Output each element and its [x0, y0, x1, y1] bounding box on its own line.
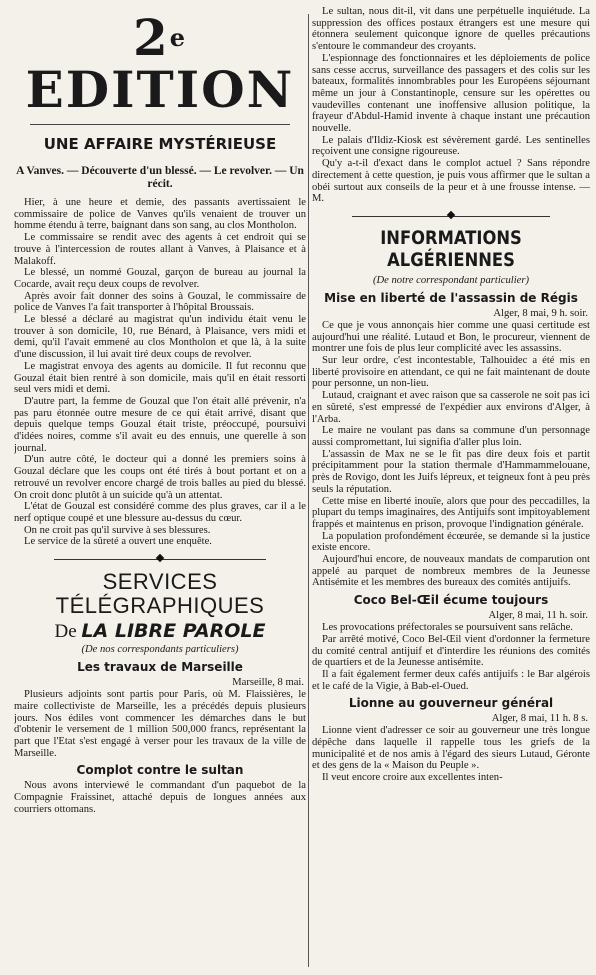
- dateline: Alger, 8 mai, 11 h. 8 s.: [491, 713, 588, 725]
- story-head: Mise en liberté de l'assassin de Régis: [324, 290, 578, 305]
- story-head: Coco Bel-Œil écume toujours: [353, 593, 549, 608]
- paragraph: Il veut encore croire aux excellentes inten-: [322, 772, 503, 784]
- paragraph: L'espionnage des fonctionnaires et les déploiements de police sans cesse accrus, surveillance des passagers et des colis sur les bateaux, formalités innombrables pour les Européens séjournant même un jour à Constantinople, censure sur les opérettes ou vaudevilles contenant une inoffensive allusion politique, la frayeur d'Abdul-Hamid invente à chaque instant une précaution nouvelle.: [312, 52, 590, 135]
- services-title: SERVICES TÉLÉGRAPHIQUES: [55, 569, 265, 619]
- article-body: [14, 197, 306, 548]
- paragraph: Il a fait également fermer deux cafés antijuifs : le Bar algérois et le café de la Vigie, à Bab-el-Oued.: [312, 668, 590, 692]
- paragraph: Qu'y a-t-il d'exact dans le complot actuel ? Sans répondre directement à cette question, je puis vous affirmer que le sultan a obéi surtout aux conseils de la peur et à une frousse intense. — M.: [312, 158, 590, 205]
- algeria-title: INFORMATIONS ALGÉRIENNES: [380, 226, 522, 271]
- paragraph: L'assassin de Max ne se le fit pas dire deux fois et partit précipitamment pour la station thermale d'Hammammelouane, près de Rovigo, dont les Juifs lépreux, et teigneux font à peu près seuls la réputation.: [312, 448, 590, 495]
- story-head: Les travaux de Marseille: [77, 660, 243, 675]
- article-subtitle: A Vanves. — Découverte d'un blessé. — Le revolver. — Un récit.: [16, 165, 304, 190]
- dateline: Marseille, 8 mai.: [232, 677, 304, 689]
- paragraph: Le blessé a déclaré au magistrat qu'un individu était venu le trouver à son domicile, 10, rue Bénard, à Plaisance, vers midi et demi, qu'il l'avait emmené au clos Montholon et que là, à la suite d'une discussion, il lui avait tiré deux coups de revolver.: [14, 314, 306, 361]
- paragraph: D'autre part, la femme de Gouzal que l'on était allé prévenir, n'a pas paru étonnée outre mesure de ce qui était arrivé, disant que depuis quelque temps Gouzal était triste, préoccupé, poursuivi d'idées noires, comme s'il avait eu des ennuis, une querelle à son journal.: [14, 395, 306, 454]
- paragraph: Le commissaire se rendit avec des agents à cet endroit qui se trouve à l'intercession de routes allant à Vanves, à Plaisance et à Malakoff.: [14, 232, 306, 267]
- story-head: Lionne au gouverneur général: [348, 696, 554, 711]
- paragraph: Hier, à une heure et demie, des passants avertissaient le commissaire de police de Vanves qu'ils venaient de trouver un homme étendu à terre, baignant dans son sang, au clos Montholon.: [14, 197, 306, 232]
- paragraph: Le service de la sûreté a ouvert une enquête.: [24, 536, 212, 548]
- paragraph: La population profondément écœurée, se demande si la justice existe encore.: [312, 530, 590, 554]
- paragraph: Aujourd'hui encore, de nouveaux mandats de comparution ont appelé au parquet de nombreux membres de la Jeunesse Antisémite et les membres des bureaux des comités antijuifs.: [312, 554, 590, 589]
- paragraph: Ce que je vous annonçais hier comme une quasi certitude est aujourd'hui une réalité. Lutaud et Bon, le procureur, viennent de montrer une fois de plus leur complicité avec les assassins.: [312, 319, 590, 355]
- paragraph: Lutaud, craignant et avec raison que sa casserole ne soit pas ici en sûreté, s'est empressé de l'expédier aux environs d'Alger, à l'Arba.: [312, 390, 590, 425]
- newspaper-brand: De LA LIBRE PAROLE: [54, 620, 266, 643]
- dateline: Alger, 8 mai, 9 h. soir.: [493, 307, 588, 319]
- right-column: [312, 0, 590, 975]
- separator-rule: [30, 124, 290, 125]
- paragraph: Après avoir fait donner des soins à Gouzal, le commissaire de police de Vanves l'a fait transporter à l'hôpital Broussais.: [14, 290, 306, 314]
- paragraph: Lionne vient d'adresser ce soir au gouverneur une très longue dépêche dans laquelle il rappelle tous les griefs de la municipalité et de nos amis à l'égard des sieurs Lutaud, Géronte et des gens de la « Maison du Peuple ».: [312, 725, 590, 772]
- paragraph: Le magistrat envoya des agents au domicile. Il fut reconnu que Gouzal était bien rentré à son domicile, mais qu'il en était ressorti seul vers midi et demi.: [14, 360, 306, 396]
- paragraph: Plusieurs adjoints sont partis pour Paris, où M. Flaissières, le maire collectiviste de Marseille, les a précédés depuis plusieurs jours. Nos édiles vont commencer les démarches dans le but d'obtenir le versement de 1 million 500,000 francs, représentant la part que l'Etat s'est engagé à verser pour les travaux de la ville de Marseille.: [14, 689, 306, 759]
- story-head: Complot contre le sultan: [76, 763, 244, 778]
- paragraph: Cette mise en liberté inouïe, alors que pour des peccadilles, la plupart du temps imaginaires, des Antijuifs sont impitoyablement frappés et maintenus en prison, provoque l'indignation générale.: [312, 495, 590, 530]
- paragraph: Le blessé, un nommé Gouzal, garçon de bureau au journal la Cocarde, avait reçu deux coups de revolver.: [14, 267, 306, 290]
- correspondent-note: (De notre correspondant particulier): [372, 274, 530, 286]
- paragraph: Le palais d'Ildiz-Kiosk est sévèrement gardé. Les sentinelles reçoivent une consigne rigoureuse.: [312, 134, 590, 158]
- correspondents-note: (De nos correspondants particuliers): [81, 644, 239, 656]
- left-column: [14, 0, 306, 975]
- article-title: UNE AFFAIRE MYSTÉRIEUSE: [43, 135, 277, 153]
- section-divider: [312, 211, 590, 221]
- dateline: Alger, 8 mai, 11 h. soir.: [488, 610, 588, 622]
- paragraph: Le sultan, nous dit-il, vit dans une perpétuelle inquiétude. La suppression des offices postaux étrangers est une mesure qui étonnera seulement quiconque ignore de quelles précautions s'entoure le commandeur des croyants.: [312, 6, 590, 53]
- section-divider: [14, 554, 306, 564]
- diamond-ornament-icon: [447, 211, 455, 219]
- paragraph: Sur leur ordre, c'est incontestable, Talhouidec a été mis en liberté provisoire en attendant, ce qui ne fait maintenant de doute pour personne, un non-lieu.: [312, 355, 590, 390]
- paragraph: L'état de Gouzal est considéré comme des plus graves, car il a le nerf optique coupé et une blessure au-dessus du cœur.: [14, 501, 306, 524]
- paragraph: Nous avons interviewé le commandant d'un paquebot de la Compagnie Fraissinet, attaché depuis de longues années aux courriers ottomans.: [14, 780, 306, 815]
- paragraph: Le maire ne voulant pas dans sa commune d'un personnage aussi compromettant, lui signifia d'aller plus loin.: [312, 425, 590, 448]
- paragraph: Par arrêté motivé, Coco Bel-Œil vient d'ordonner la fermeture du comité central antijuif et d'interdire les réunions des comités de quartiers et de la Jeunesse antisémite.: [312, 633, 590, 669]
- paragraph: On ne croit pas qu'il survive à ses blessures.: [24, 524, 211, 536]
- paragraph: Les provocations préfectorales se poursuivent sans relâche.: [322, 622, 573, 634]
- edition-heading: 2e EDITION: [25, 8, 295, 119]
- column-rule: [308, 14, 309, 967]
- paragraph: D'un autre côté, le docteur qui a donné les premiers soins à Gouzal déclare que les coups ont été tirés à bout portant et on a retrouvé un revolver encore chargé de trois balles au pied du blessé. On croit donc plutôt à un suicide qu'à un attentat.: [14, 454, 306, 501]
- diamond-ornament-icon: [156, 554, 164, 562]
